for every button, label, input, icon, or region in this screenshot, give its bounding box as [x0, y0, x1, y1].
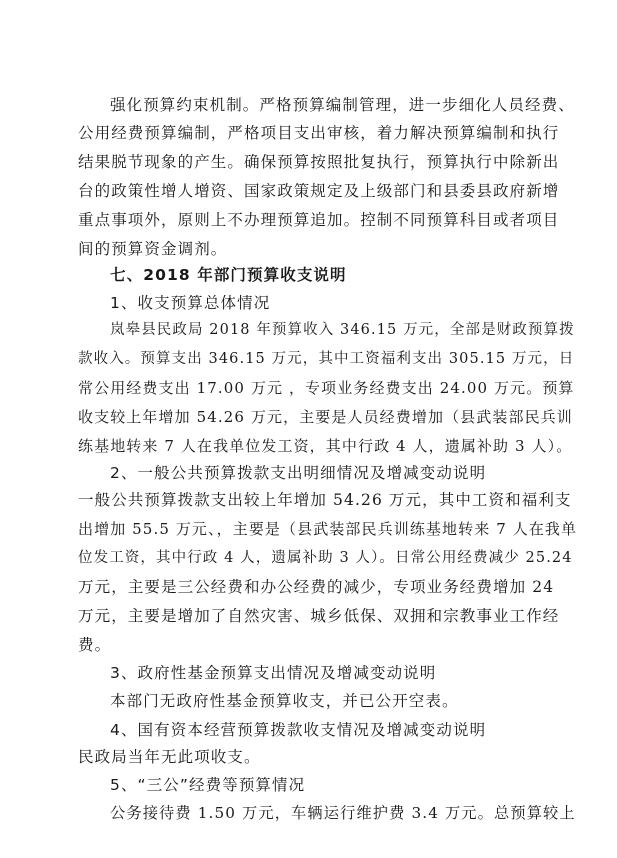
paragraph-line: 万元，主要是三公经费和办公经费的减少，专项业务经费增加 24 [78, 578, 555, 596]
paragraph-line: 出增加 55.5 万元、，主要是（县武装部民兵训练基地转来 7 人在我单 [78, 520, 578, 538]
paragraph-line: 本部门无政府性基金预算收支，并已公开空表。 [110, 692, 459, 710]
paragraph-line: 岚皋县民政局 2018 年预算收入 346.15 万元，全部是财政预算拨 [110, 322, 575, 338]
paragraph-line: 间的预算资金调剂。 [78, 240, 228, 258]
paragraph-line: 费。 [78, 636, 112, 654]
paragraph-line: 公务接待费 1.50 万元，车辆运行维护费 3.4 万元。总预算较上 [110, 804, 576, 822]
subsection-heading: 5、“三公”经费等预算情况 [110, 776, 306, 794]
paragraph-line: 收支较上年增加 54.26 万元，主要是人员经费增加（县武装部民兵训 [78, 408, 573, 426]
paragraph-line: 强化预算约束机制。严格预算编制管理，进一步细化人员经费、 [110, 96, 575, 114]
section-heading: 七、2018 年部门预算收支说明 [110, 266, 347, 284]
paragraph-line: 台的政策性增人增资、国家政策规定及上级部门和县委县政府新增 [78, 182, 560, 200]
subsection-heading: 1、收支预算总体情况 [110, 294, 271, 312]
paragraph-line: 万元，主要是增加了自然灾害、城乡低保、双拥和宗教事业工作经 [78, 607, 560, 625]
paragraph-line: 一般公共预算拨款支出较上年增加 54.26 万元，其中工资和福利支 [78, 491, 572, 509]
paragraph-line: 结果脱节现象的产生。确保预算按照批复执行，预算执行中除新出 [78, 153, 560, 171]
subsection-heading: 3、政府性基金预算支出情况及增减变动说明 [110, 664, 437, 682]
paragraph-line: 重点事项外，原则上不办理预算追加。控制不同预算科目或者项目 [78, 211, 560, 229]
paragraph-line: 款收入。预算支出 346.15 万元，其中工资福利支出 305.15 万元，日 [78, 351, 575, 367]
paragraph-line: 公用经费预算编制，严格项目支出审核，着力解决预算编制和执行 [78, 124, 560, 142]
paragraph-line: 常公用经费支出 17.00 万元 ，专项业务经费支出 24.00 万元。预算 [78, 379, 575, 397]
paragraph-line: 练基地转来 7 人在我单位发工资，其中行政 4 人，遗属补助 3 人）。 [78, 437, 573, 455]
paragraph-line: 民政局当年无此项收支。 [78, 748, 261, 766]
paragraph-line: 位发工资，其中行政 4 人，遗属补助 3 人）。日常公用经费减少 25.24 [78, 550, 573, 566]
subsection-heading: 2、一般公共预算拨款支出明细情况及增减变动说明 [110, 464, 487, 482]
subsection-heading: 4、国有资本经营预算拨款收支情况及增减变动说明 [110, 721, 487, 739]
